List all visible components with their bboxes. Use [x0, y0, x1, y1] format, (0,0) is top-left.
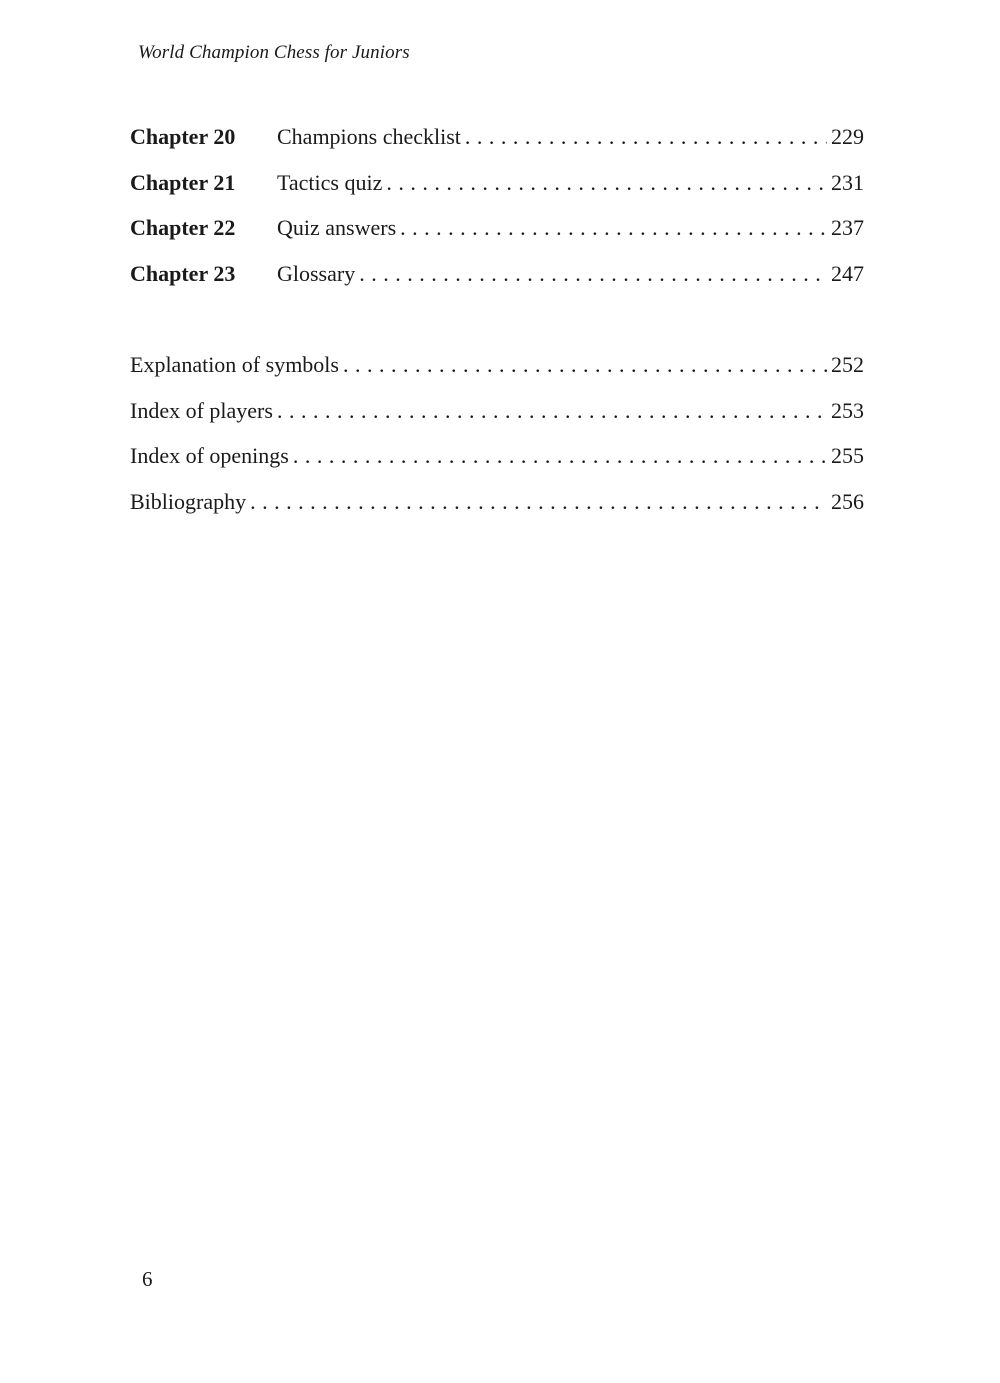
dot-leader	[359, 261, 827, 287]
toc-entry[interactable]	[130, 215, 864, 261]
toc-entry[interactable]	[130, 261, 864, 307]
dot-leader	[465, 124, 827, 150]
page-number: 256	[831, 488, 864, 514]
page-number: 231	[831, 169, 864, 195]
chapter-label: Chapter 20	[130, 124, 236, 149]
dot-leader	[277, 398, 827, 424]
entry-title: Index of openings	[130, 443, 289, 469]
chapter-title: Glossary	[277, 260, 356, 286]
toc-entry[interactable]	[130, 398, 864, 444]
page-number: 237	[831, 215, 864, 241]
chapter-title: Quiz answers	[277, 215, 397, 241]
chapter-label: Chapter 22	[130, 215, 236, 241]
page-number: 252	[831, 352, 864, 377]
entry-title: Index of players	[130, 397, 273, 423]
page-number: 247	[831, 260, 864, 286]
chapter-label: Chapter 23	[130, 260, 236, 286]
chapter-label: Chapter 21	[130, 169, 236, 195]
toc-entry[interactable]	[130, 443, 864, 489]
page-number: 253	[831, 397, 864, 423]
toc-back-matter-list	[130, 352, 864, 534]
toc-entry[interactable]	[130, 352, 864, 398]
dot-leader	[343, 352, 827, 378]
page-number: 255	[831, 443, 864, 469]
entry-title: Bibliography	[130, 488, 247, 514]
chapter-title: Champions checklist	[277, 124, 461, 149]
page-folio: 6	[142, 1267, 153, 1291]
chapter-title: Tactics quiz	[277, 169, 383, 195]
dot-leader	[250, 489, 827, 515]
dot-leader	[400, 215, 827, 241]
toc-chapter-list	[130, 124, 864, 306]
entry-title: Explanation of symbols	[130, 352, 339, 377]
toc-entry[interactable]	[130, 124, 864, 170]
running-head: World Champion Chess for Juniors	[138, 42, 410, 63]
toc-entry[interactable]	[130, 489, 864, 535]
toc-entry[interactable]	[130, 170, 864, 216]
dot-leader	[386, 170, 827, 196]
page-number: 229	[831, 124, 864, 149]
dot-leader	[293, 443, 827, 469]
